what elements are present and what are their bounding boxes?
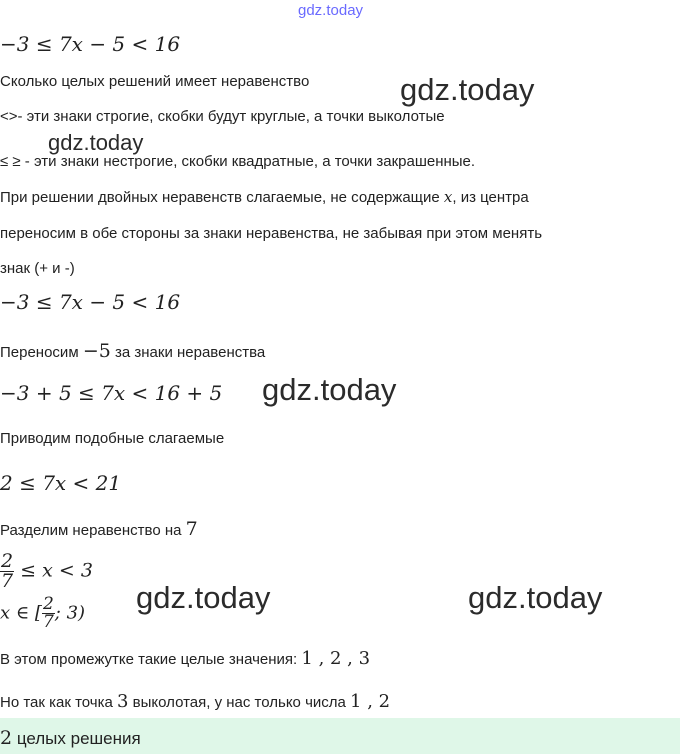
interval-fraction-numerator: 2 bbox=[42, 594, 54, 614]
rule-text-a: При решении двойных неравенств слагаемые, не содержащие bbox=[0, 189, 440, 206]
rule-text-b: , из центра bbox=[452, 189, 529, 206]
rule-line-2: переносим в обе стороны за знаки неравенства, не забывая при этом менять bbox=[0, 225, 543, 242]
inequality-original: −3 ≤ 7x − 5 < 16 bbox=[0, 32, 181, 56]
fraction-denominator: 7 bbox=[1, 570, 14, 592]
rule-line-1 bbox=[0, 188, 529, 206]
fraction-two-sevenths bbox=[0, 552, 14, 591]
watermark: gdz.today bbox=[48, 130, 144, 155]
interval-end: ; 3) bbox=[54, 602, 86, 624]
interval-start: x ∈ [ bbox=[0, 602, 42, 624]
solution-interval bbox=[0, 596, 85, 631]
answer-box bbox=[0, 718, 680, 754]
but-numbers: 1 , 2 bbox=[350, 691, 391, 712]
interval-fraction-denominator: 7 bbox=[42, 612, 54, 632]
answer-number: 2 bbox=[0, 727, 13, 749]
strict-signs-note: <>- эти знаки строгие, скобки будут круглые, а точки выколотые bbox=[0, 108, 445, 125]
move-text-a: Переносим bbox=[0, 344, 79, 361]
excluded-point-line bbox=[0, 691, 390, 712]
question-text: Сколько целых решений имеет неравенство bbox=[0, 73, 310, 90]
inequality-repeat: −3 ≤ 7x − 5 < 16 bbox=[0, 290, 181, 314]
values-numbers: 1 , 2 , 3 bbox=[301, 648, 371, 669]
move-text-b: за знаки неравенства bbox=[115, 344, 266, 361]
move-step bbox=[0, 340, 265, 362]
move-number: −5 bbox=[82, 340, 111, 362]
inequality-divided bbox=[0, 552, 93, 591]
fraction-numerator: 2 bbox=[1, 550, 14, 572]
but-text-a: Но так как точка bbox=[0, 694, 113, 711]
interval-fraction bbox=[42, 596, 55, 631]
rule-line-3: знак (+ и -) bbox=[0, 260, 75, 277]
divide-number: 7 bbox=[185, 518, 198, 540]
watermark: gdz.today bbox=[262, 372, 397, 407]
divide-step bbox=[0, 518, 198, 540]
but-text-b: выколотая, у нас только числа bbox=[132, 694, 346, 711]
rule-variable: x bbox=[443, 188, 453, 206]
but-number: 3 bbox=[117, 691, 129, 712]
inequality-divided-rest: ≤ x < 3 bbox=[20, 559, 93, 582]
answer-text bbox=[0, 727, 141, 749]
watermark: gdz.today bbox=[136, 580, 271, 615]
divide-text: Разделим неравенство на bbox=[0, 522, 182, 539]
watermark-top: gdz.today bbox=[298, 2, 364, 19]
watermark: gdz.today bbox=[400, 72, 535, 107]
integer-values-line bbox=[0, 648, 370, 669]
values-text: В этом промежутке такие целые значения: bbox=[0, 651, 298, 668]
answer-label: целых решения bbox=[16, 729, 141, 748]
similar-terms-step: Приводим подобные слагаемые bbox=[0, 430, 225, 447]
inequality-moved: −3 + 5 ≤ 7x < 16 + 5 bbox=[0, 381, 223, 405]
watermark: gdz.today bbox=[468, 580, 603, 615]
inequality-simplified: 2 ≤ 7x < 21 bbox=[0, 471, 122, 495]
nonstrict-signs-note: ≤ ≥ - эти знаки нестрогие, скобки квадратные, а точки закрашенные. bbox=[0, 153, 476, 170]
